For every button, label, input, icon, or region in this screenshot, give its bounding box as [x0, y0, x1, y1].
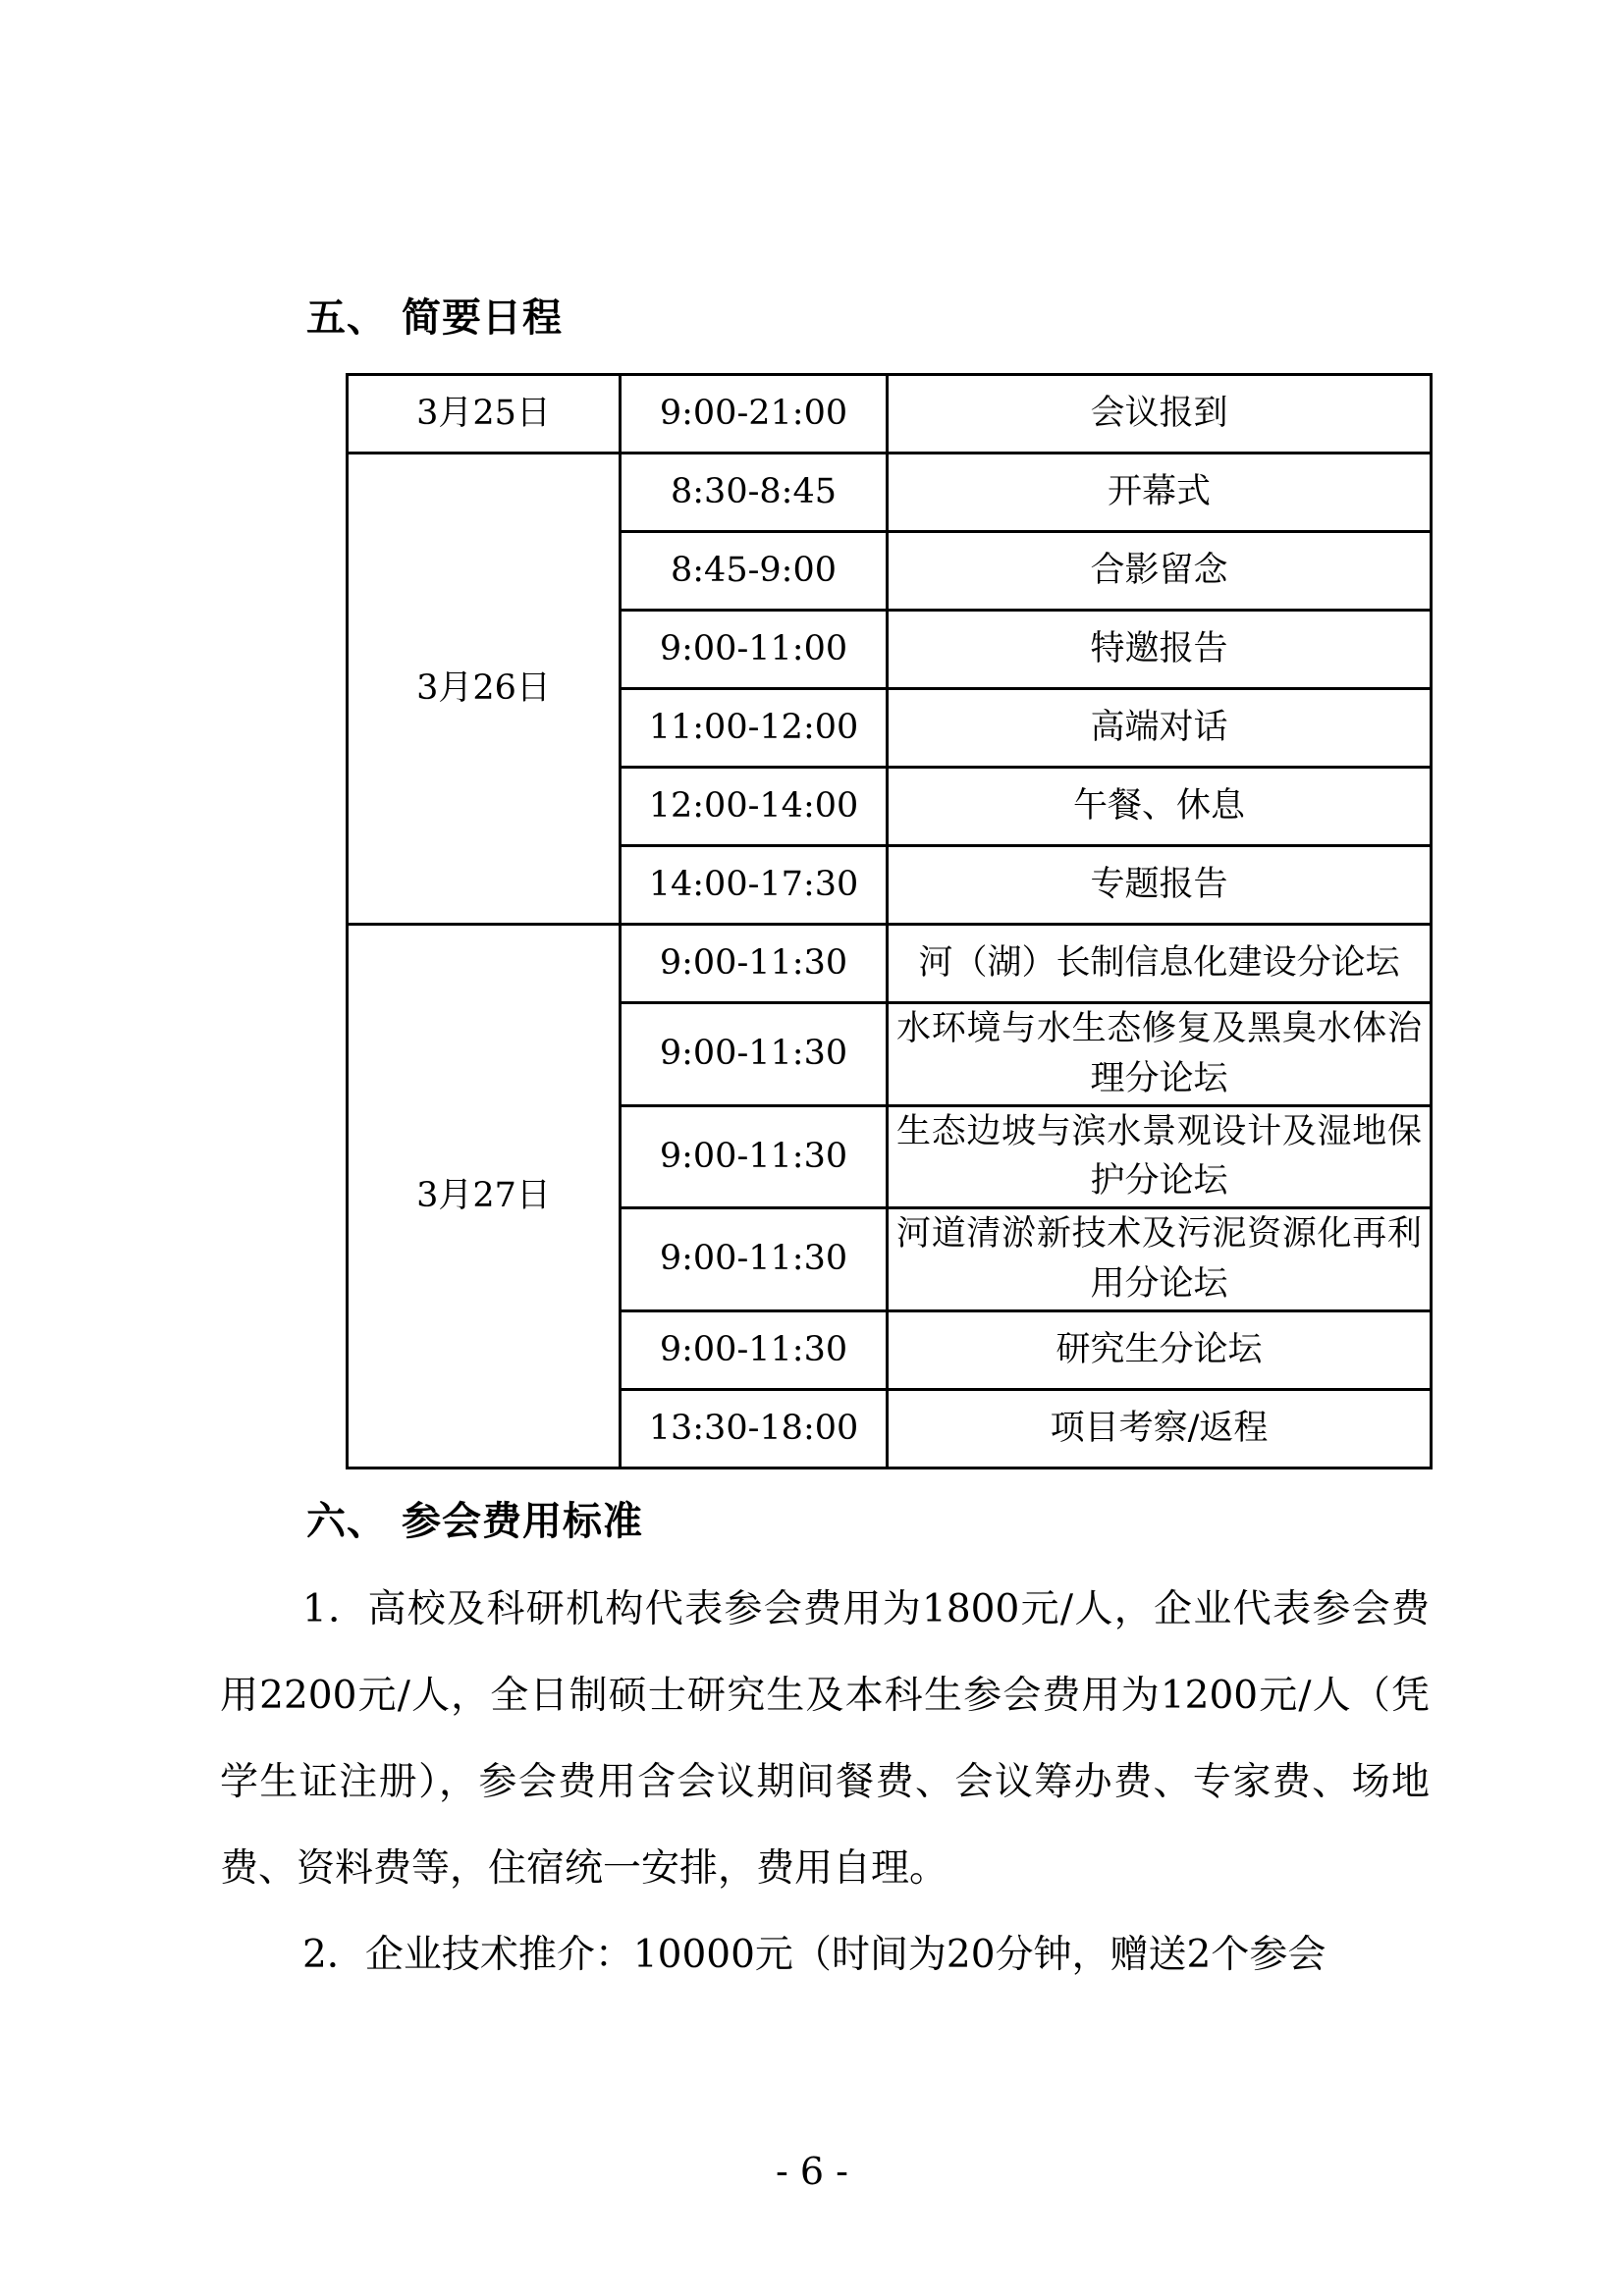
schedule-table — [346, 373, 1433, 1469]
time-cell: 14:00-17:30 — [621, 846, 888, 925]
table-row — [348, 925, 1432, 1003]
time-cell: 11:00-12:00 — [621, 689, 888, 768]
item-cell: 开幕式 — [888, 454, 1432, 532]
item-cell: 水环境与水生态修复及黑臭水体治理分论坛 — [888, 1003, 1432, 1106]
time-cell: 8:45-9:00 — [621, 532, 888, 611]
item-cell: 研究生分论坛 — [888, 1310, 1432, 1389]
item-cell: 专题报告 — [888, 846, 1432, 925]
date-cell: 3月26日 — [348, 454, 621, 925]
date-cell: 3月25日 — [348, 375, 621, 454]
item-cell: 生态边坡与滨水景观设计及湿地保护分论坛 — [888, 1105, 1432, 1208]
item-cell: 会议报到 — [888, 375, 1432, 454]
time-cell: 9:00-11:30 — [621, 1003, 888, 1106]
time-cell: 9:00-21:00 — [621, 375, 888, 454]
page-number: - 6 - — [775, 2150, 848, 2193]
time-cell: 9:00-11:30 — [621, 925, 888, 1003]
section-title: 简要日程 — [402, 295, 563, 341]
time-cell: 9:00-11:30 — [621, 1310, 888, 1389]
section-heading-fees — [306, 1490, 643, 1546]
section-number: 六、 — [306, 1499, 387, 1544]
section-heading-schedule — [306, 287, 563, 343]
time-cell: 9:00-11:00 — [621, 611, 888, 689]
time-cell: 13:30-18:00 — [621, 1389, 888, 1468]
table-row — [348, 454, 1432, 532]
item-cell: 合影留念 — [888, 532, 1432, 611]
item-cell: 午餐、休息 — [888, 768, 1432, 846]
date-cell: 3月27日 — [348, 925, 621, 1468]
section-number: 五、 — [306, 295, 387, 341]
section-title: 参会费用标准 — [402, 1499, 643, 1544]
item-cell: 项目考察/返程 — [888, 1389, 1432, 1468]
fee-paragraph-1: 1．高校及科研机构代表参会费用为1800元/人，企业代表参会费用2200元/人，全日制硕士研究生及本科生参会费用为1200元/人（凭学生证注册），参会费用含会议期间餐费、会议筹办费、专家费、场地费、资料费等，住宿统一安排，费用自理。 — [220, 1587, 1430, 1891]
table-row — [348, 375, 1432, 454]
time-cell: 9:00-11:30 — [621, 1208, 888, 1311]
item-cell: 特邀报告 — [888, 611, 1432, 689]
item-cell: 高端对话 — [888, 689, 1432, 768]
time-cell: 8:30-8:45 — [621, 454, 888, 532]
time-cell: 12:00-14:00 — [621, 768, 888, 846]
time-cell: 9:00-11:30 — [621, 1105, 888, 1208]
fee-paragraph-2: 2．企业技术推介：10000元（时间为20分钟，赠送2个参会 — [302, 1933, 1326, 1977]
item-cell: 河（湖）长制信息化建设分论坛 — [888, 925, 1432, 1003]
item-cell: 河道清淤新技术及污泥资源化再利用分论坛 — [888, 1208, 1432, 1311]
